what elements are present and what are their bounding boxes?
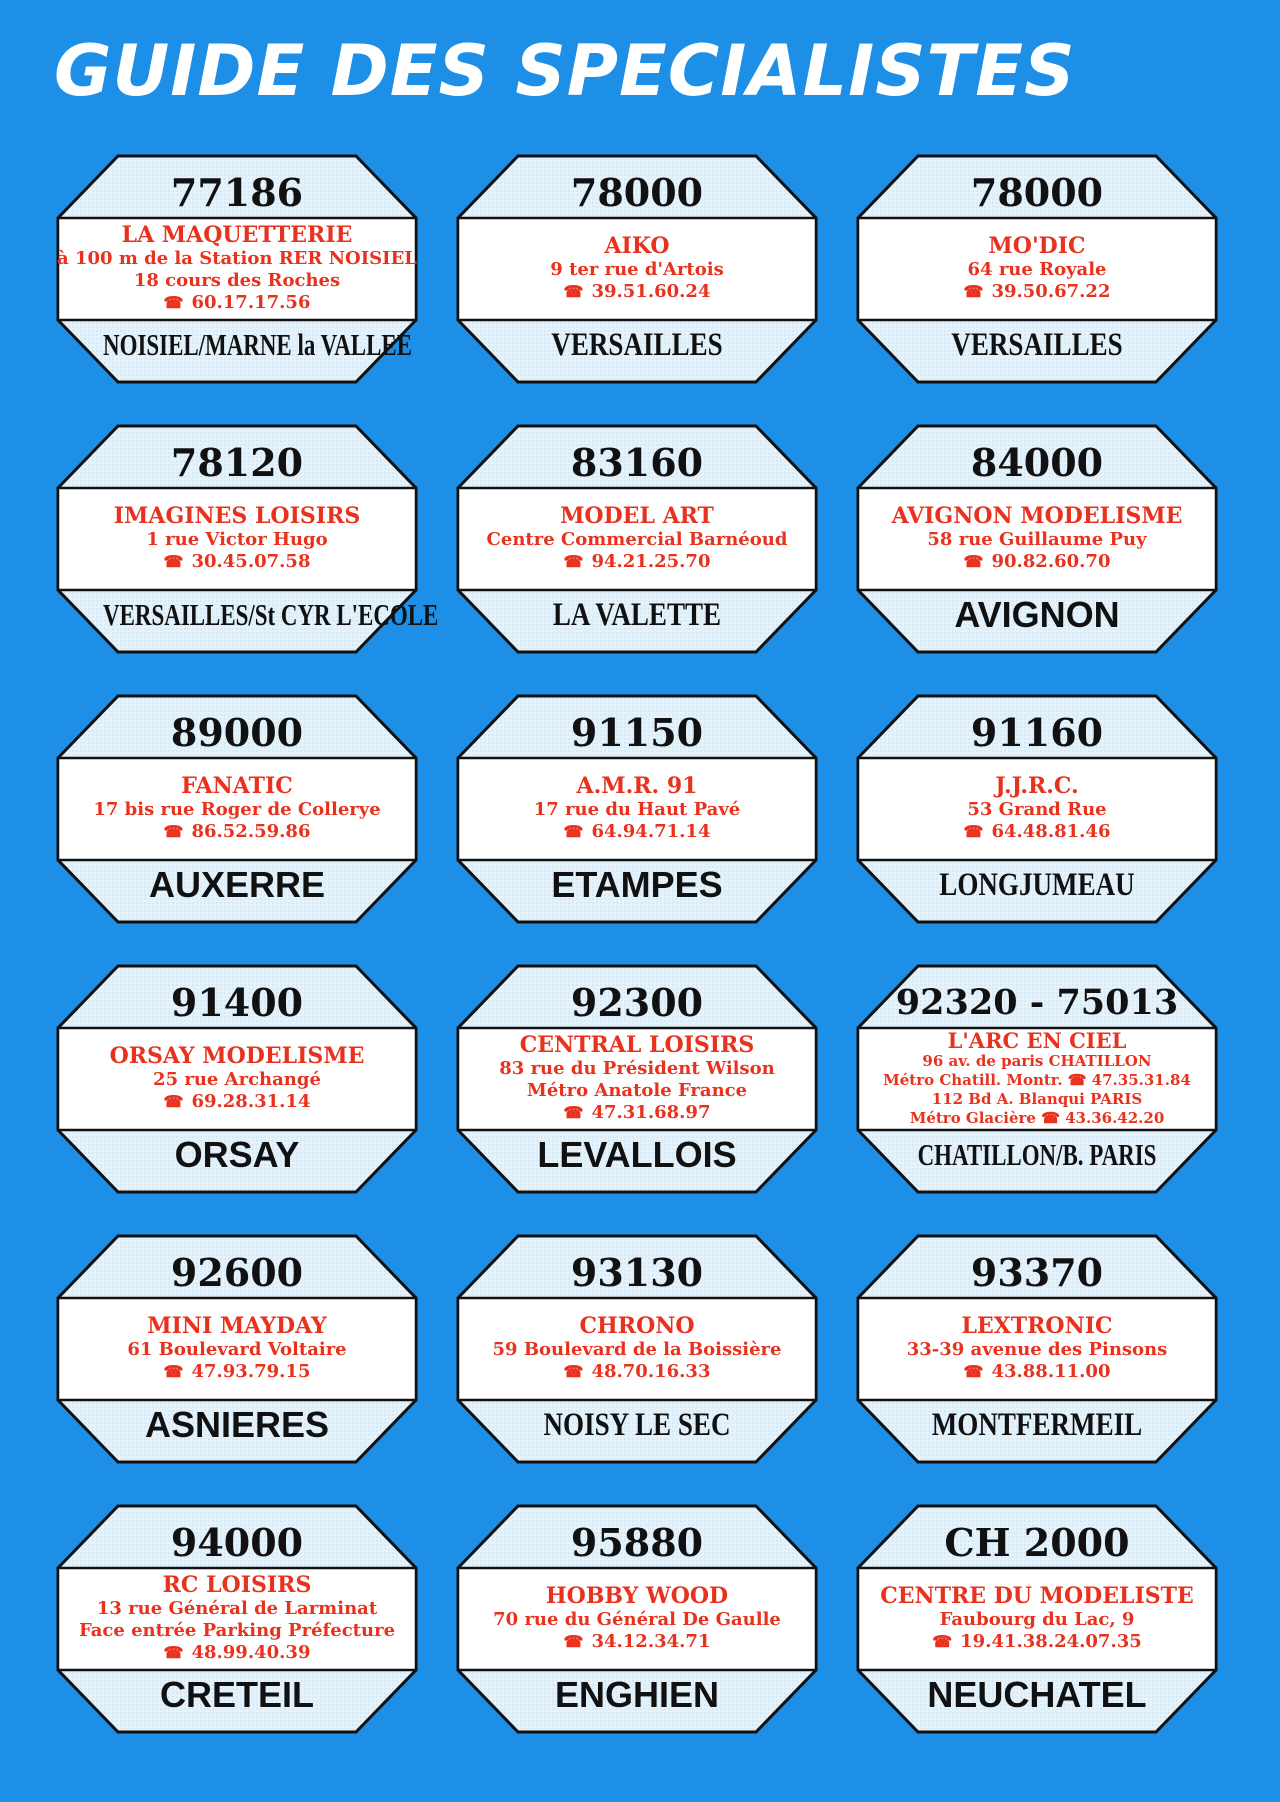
shop-address-line: 25 rue Archangé <box>153 1068 321 1090</box>
shop-info <box>856 1027 1218 1127</box>
shop-address-line: 17 bis rue Roger de Collerye <box>93 798 381 820</box>
shop-address-line: 64 rue Royale <box>967 258 1107 280</box>
shop-card[interactable] <box>56 154 418 384</box>
city-name: LONGJUMEAU <box>939 867 1135 903</box>
telephone-icon: ☎ <box>563 1102 584 1122</box>
shop-card[interactable] <box>456 424 818 654</box>
shop-phone <box>564 1361 711 1383</box>
postal-code: 92320 - 75013 <box>895 982 1179 1023</box>
city-name: CHATILLON/B. PARIS <box>917 1137 1157 1172</box>
city-name: VERSAILLES <box>951 327 1123 363</box>
city-name: VERSAILLES <box>551 327 723 363</box>
shop-address-line: Métro Glacière ☎ 43.36.42.20 <box>909 1108 1165 1127</box>
shop-card[interactable] <box>456 694 818 924</box>
city-name: LEVALLOIS <box>537 1134 737 1175</box>
city-name: CRETEIL <box>159 1674 314 1715</box>
shop-name: RC LOISIRS <box>162 1571 312 1598</box>
shop-info <box>856 1300 1218 1396</box>
postal-code: 78000 <box>570 170 704 215</box>
phone-number: 90.82.60.70 <box>991 550 1111 572</box>
shop-phone <box>932 1631 1142 1653</box>
telephone-icon: ☎ <box>563 1361 584 1381</box>
phone-number: 30.45.07.58 <box>191 550 311 572</box>
city-name: ETAMPES <box>551 864 723 905</box>
shop-info <box>56 760 418 856</box>
shop-address-line: 112 Bd A. Blanqui PARIS <box>931 1089 1143 1108</box>
shop-phone <box>164 1642 311 1664</box>
shop-phone <box>164 1361 311 1383</box>
shop-info <box>56 220 418 316</box>
telephone-icon: ☎ <box>563 551 584 571</box>
phone-number: 60.17.17.56 <box>191 291 311 313</box>
shop-card[interactable] <box>856 424 1218 654</box>
postal-code: 94000 <box>170 1520 304 1565</box>
shop-name: HOBBY WOOD <box>545 1582 729 1609</box>
shop-address-line: 70 rue du Général De Gaulle <box>493 1608 781 1630</box>
shop-info <box>856 760 1218 856</box>
page-title: GUIDE DES SPECIALISTES <box>54 30 1076 112</box>
phone-number: 94.21.25.70 <box>591 550 711 572</box>
shop-address-line: Face entrée Parking Préfecture <box>78 1619 396 1641</box>
shop-info <box>456 1300 818 1396</box>
shop-name: LA MAQUETTERIE <box>121 221 353 248</box>
postal-code: 91400 <box>170 980 304 1025</box>
telephone-icon: ☎ <box>563 821 584 841</box>
city-name: AVIGNON <box>954 594 1120 635</box>
shop-card[interactable] <box>456 964 818 1194</box>
specialists-grid <box>56 154 1218 1734</box>
postal-code: 92600 <box>170 1250 304 1295</box>
shop-info <box>56 1300 418 1396</box>
phone-number: 64.48.81.46 <box>991 820 1111 842</box>
shop-info <box>856 490 1218 586</box>
shop-address-line: Centre Commercial Barnéoud <box>486 528 788 550</box>
phone-number: 64.94.71.14 <box>591 820 711 842</box>
shop-name: CENTRE DU MODELISTE <box>880 1582 1194 1609</box>
shop-phone <box>964 821 1111 843</box>
shop-phone <box>564 821 711 843</box>
shop-address-line: 59 Boulevard de la Boissière <box>492 1338 782 1360</box>
shop-address-line: 1 rue Victor Hugo <box>146 528 328 550</box>
shop-phone <box>564 1631 711 1653</box>
postal-code: 93370 <box>970 1250 1104 1295</box>
shop-name: MINI MAYDAY <box>147 1312 327 1339</box>
telephone-icon: ☎ <box>963 551 984 571</box>
shop-card[interactable] <box>856 694 1218 924</box>
shop-phone <box>164 551 311 573</box>
shop-address-line: 61 Boulevard Voltaire <box>127 1338 347 1360</box>
shop-info <box>856 220 1218 316</box>
postal-code: 93130 <box>570 1250 704 1295</box>
shop-card[interactable] <box>56 1234 418 1464</box>
telephone-icon: ☎ <box>963 821 984 841</box>
shop-card[interactable] <box>56 694 418 924</box>
postal-code: 91160 <box>970 710 1104 755</box>
shop-card[interactable] <box>856 154 1218 384</box>
phone-number: 86.52.59.86 <box>191 820 311 842</box>
postal-code: 83160 <box>570 440 704 485</box>
telephone-icon: ☎ <box>932 1631 953 1651</box>
phone-number: 48.70.16.33 <box>591 1360 711 1382</box>
shop-address-line: 9 ter rue d'Artois <box>550 258 724 280</box>
shop-address-line: 13 rue Général de Larminat <box>96 1597 378 1619</box>
city-name: NOISIEL/MARNE la VALLEE <box>103 327 412 362</box>
telephone-icon: ☎ <box>163 821 184 841</box>
shop-address-line: 96 av. de paris CHATILLON <box>922 1051 1152 1070</box>
shop-address-line: 18 cours des Roches <box>133 269 341 291</box>
telephone-icon: ☎ <box>163 1091 184 1111</box>
shop-card[interactable] <box>56 424 439 654</box>
phone-number: 47.93.79.15 <box>191 1360 311 1382</box>
postal-code: 78000 <box>970 170 1104 215</box>
shop-address-line: Métro Chatill. Montr. ☎ 47.35.31.84 <box>883 1070 1191 1089</box>
shop-address-line: à 100 m de la Station RER NOISIEL <box>57 247 417 269</box>
city-name: ASNIERES <box>144 1404 330 1445</box>
city-name: ORSAY <box>174 1134 300 1175</box>
city-name: MONTFERMEIL <box>931 1407 1143 1443</box>
shop-phone <box>964 551 1111 573</box>
shop-name: MO'DIC <box>988 232 1086 259</box>
shop-phone <box>164 821 311 843</box>
shop-name: MODEL ART <box>560 502 714 529</box>
postal-code: 91150 <box>570 710 704 755</box>
shop-card[interactable] <box>456 154 818 384</box>
shop-info <box>56 1570 418 1666</box>
shop-phone <box>964 1361 1111 1383</box>
phone-number: 39.51.60.24 <box>591 280 711 302</box>
shop-info <box>456 760 818 856</box>
shop-info <box>456 1030 818 1126</box>
shop-card[interactable] <box>456 1234 818 1464</box>
telephone-icon: ☎ <box>563 281 584 301</box>
phone-number: 43.88.11.00 <box>991 1360 1111 1382</box>
city-name: ENGHIEN <box>554 1674 720 1715</box>
shop-phone <box>564 1102 711 1124</box>
city-name: LA VALETTE <box>552 597 722 633</box>
shop-phone <box>164 292 311 314</box>
postal-code: 78120 <box>170 440 304 485</box>
city-name: NEUCHATEL <box>927 1674 1147 1715</box>
shop-info <box>56 490 418 586</box>
shop-phone <box>964 281 1111 303</box>
telephone-icon: ☎ <box>963 281 984 301</box>
postal-code: CH 2000 <box>944 1520 1130 1565</box>
phone-number: 39.50.67.22 <box>991 280 1111 302</box>
shop-phone <box>564 551 711 573</box>
shop-address-line: Métro Anatole France <box>526 1079 748 1101</box>
shop-phone <box>164 1091 311 1113</box>
telephone-icon: ☎ <box>163 1361 184 1381</box>
telephone-icon: ☎ <box>563 1631 584 1651</box>
shop-name: ORSAY MODELISME <box>109 1042 365 1069</box>
shop-name: J.J.R.C. <box>995 772 1079 799</box>
shop-info <box>456 1570 818 1666</box>
telephone-icon: ☎ <box>163 1642 184 1662</box>
telephone-icon: ☎ <box>963 1361 984 1381</box>
postal-code: 89000 <box>170 710 304 755</box>
shop-info <box>856 1570 1218 1666</box>
shop-address-line: 83 rue du Président Wilson <box>499 1057 775 1079</box>
shop-info <box>56 1030 418 1126</box>
shop-name: FANATIC <box>181 772 293 799</box>
shop-name: AIKO <box>604 232 670 259</box>
phone-number: 34.12.34.71 <box>591 1630 711 1652</box>
phone-number: 19.41.38.24.07.35 <box>960 1630 1142 1652</box>
city-name: VERSAILLES/St CYR L'ECOLE <box>103 597 439 632</box>
postal-code: 84000 <box>970 440 1104 485</box>
phone-number: 69.28.31.14 <box>191 1090 311 1112</box>
postal-code: 77186 <box>170 170 304 215</box>
shop-name: IMAGINES LOISIRS <box>113 502 361 529</box>
shop-card[interactable] <box>856 1504 1218 1734</box>
phone-number: 48.99.40.39 <box>191 1641 311 1663</box>
postal-code: 95880 <box>570 1520 704 1565</box>
shop-address-line: 58 rue Guillaume Puy <box>927 528 1147 550</box>
shop-name: CENTRAL LOISIRS <box>519 1031 755 1058</box>
shop-address-line: Faubourg du Lac, 9 <box>939 1608 1135 1630</box>
shop-info <box>456 220 818 316</box>
shop-name: L'ARC EN CIEL <box>947 1027 1127 1053</box>
shop-name: LEXTRONIC <box>961 1312 1113 1339</box>
shop-card[interactable] <box>56 964 418 1194</box>
shop-info <box>456 490 818 586</box>
shop-address-line: 33-39 avenue des Pinsons <box>906 1338 1168 1360</box>
shop-card[interactable] <box>456 1504 818 1734</box>
shop-card[interactable] <box>856 1234 1218 1464</box>
shop-phone <box>564 281 711 303</box>
shop-card[interactable] <box>56 1504 418 1734</box>
shop-name: AVIGNON MODELISME <box>891 502 1183 529</box>
telephone-icon: ☎ <box>163 292 184 312</box>
shop-address-line: 17 rue du Haut Pavé <box>533 798 741 820</box>
shop-card[interactable] <box>856 964 1218 1194</box>
telephone-icon: ☎ <box>163 551 184 571</box>
city-name: NOISY LE SEC <box>543 1407 731 1443</box>
shop-name: CHRONO <box>579 1312 695 1339</box>
city-name: AUXERRE <box>148 864 326 905</box>
phone-number: 47.31.68.97 <box>591 1101 711 1123</box>
postal-code: 92300 <box>570 980 704 1025</box>
shop-address-line: 53 Grand Rue <box>967 798 1107 820</box>
shop-name: A.M.R. 91 <box>576 772 698 799</box>
